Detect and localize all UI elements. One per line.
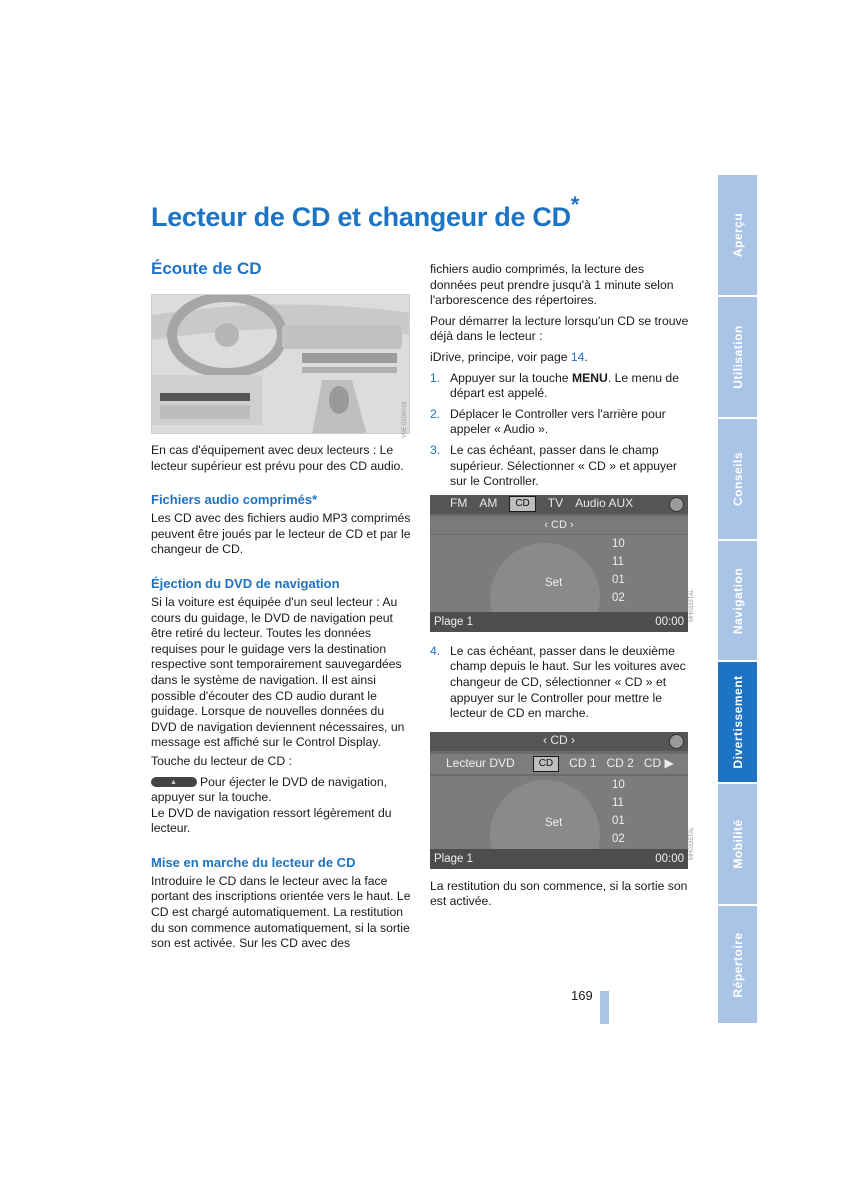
track-item: 10 <box>612 778 625 791</box>
step-4: 4. Le cas échéant, passer dans le deuxième champ depuis le haut. Sur les voitures avec changeur de CD, sélectionner « CD » et appuyer sur le Controller pour mettre le lecteur de CD en marche. <box>430 643 686 721</box>
fichiers-text: Les CD avec des fichiers audio MP3 comprimés peuvent être joués par le lecteur de CD et par le changeur de CD. <box>151 511 411 557</box>
audio-tabs <box>430 495 688 514</box>
page-title: Lecteur de CD et changeur de CD* <box>151 192 580 232</box>
touche-text: Touche du lecteur de CD : <box>151 753 292 768</box>
sidebar-item-apercu[interactable]: Aperçu <box>718 175 757 297</box>
chapter-sidebar <box>718 175 757 1025</box>
page-number: 169 <box>571 988 593 1003</box>
track-item: 02 <box>612 832 625 845</box>
sidebar-item-mobilite[interactable]: Mobilité <box>718 784 757 906</box>
cd-subbar: ‹ CD › <box>430 516 688 534</box>
page-marker <box>600 991 609 1024</box>
set-label: Set <box>545 816 563 829</box>
time-label: 00:00 <box>655 615 684 628</box>
sidebar-item-divertissement[interactable]: Divertissement <box>718 662 757 784</box>
step-2: 2. Déplacer le Controller vers l'arrière pour appeler « Audio ». <box>430 406 666 437</box>
control-display-screen-1 <box>430 495 688 632</box>
step-1: 1. Appuyer sur la touche MENU. Le menu de départ est appelé. <box>430 370 679 401</box>
track-label: Plage 1 <box>434 852 474 865</box>
screen2-code: MH0335TAL <box>689 826 695 860</box>
dashboard-photo <box>151 294 410 434</box>
eject-instruction: ▲Pour éjecter le DVD de navigation, appuyer sur la touche. <box>151 775 413 806</box>
page-link[interactable]: 14 <box>570 349 585 364</box>
sidebar-item-repertoire[interactable]: Répertoire <box>718 906 757 1025</box>
heading-ecoute: Écoute de CD <box>151 259 262 278</box>
option-asterisk: * <box>570 192 580 217</box>
track-item: 10 <box>612 537 625 550</box>
photo-code: V6E 0100018 <box>402 401 408 438</box>
tab-cd2: CD 2 <box>606 755 634 770</box>
restitution-text: La restitution du son commence, si la sortie son est activée. <box>430 878 688 909</box>
tab-tv: TV <box>547 496 564 511</box>
deux-lecteurs-text: En cas d'équipement avec deux lecteurs : Le lecteur supérieur est prévu pour des CD audio. <box>151 443 404 473</box>
track-item: 11 <box>612 555 624 568</box>
control-display-screen-2 <box>430 732 688 869</box>
tab-cd1: CD 1 <box>569 755 597 770</box>
screen-footer <box>430 612 688 632</box>
cd-topbar: ‹ CD › <box>430 732 688 751</box>
tab-audio-aux: Audio AUX <box>575 496 634 511</box>
sidebar-item-navigation[interactable]: Navigation <box>718 541 757 662</box>
sidebar-item-utilisation[interactable]: Utilisation <box>718 297 757 419</box>
source-tabs <box>430 754 688 774</box>
steps-list <box>430 371 692 490</box>
demarrer-text: Pour démarrer la lecture lorsqu'un CD se trouve déjà dans le lecteur : <box>430 313 689 344</box>
menu-key: MENU <box>571 370 608 385</box>
track-item: 11 <box>612 796 624 809</box>
continuation-text: fichiers audio comprimés, la lecture des données peut prendre jusqu'à 1 minute selon l'arborescence des répertoires. <box>430 262 674 308</box>
tab-lecteur-dvd: Lecteur DVD <box>446 755 515 770</box>
idrive-ref: iDrive, principe, voir page 14. <box>430 349 588 364</box>
tab-cd: CD <box>533 756 559 772</box>
dashboard-illustration <box>152 295 410 434</box>
track-item: 02 <box>612 591 625 604</box>
heading-fichiers: Fichiers audio comprimés* <box>151 492 318 508</box>
heading-mise-en-marche: Mise en marche du lecteur de CD <box>151 854 356 870</box>
right-column <box>430 262 692 910</box>
tab-am: AM <box>479 496 498 511</box>
track-label: Plage 1 <box>434 615 474 628</box>
eject-result: Le DVD de navigation ressort légèrement du lecteur. <box>151 805 392 836</box>
tab-cd: CD <box>509 496 535 512</box>
screen-footer <box>430 849 688 869</box>
tab-cd-next: CD ▶ <box>643 755 674 770</box>
track-item: 01 <box>612 814 625 827</box>
steps-list-2 <box>430 644 692 722</box>
left-column <box>151 258 413 952</box>
set-label: Set <box>545 576 563 589</box>
track-item: 01 <box>612 573 625 586</box>
tab-fm: FM <box>450 496 468 511</box>
controller-icon <box>669 734 684 749</box>
time-label: 00:00 <box>655 852 684 865</box>
sidebar-item-conseils[interactable]: Conseils <box>718 419 757 541</box>
heading-ejection: Éjection du DVD de navigation <box>151 575 340 591</box>
screen1-code: MH0335TAL <box>689 588 695 622</box>
ejection-text: Si la voiture est équipée d'un seul lecteur : Au cours du guidage, le DVD de navigation peut être retiré du lecteur. Toutes les données requises pour le guidage vers la destination respective sont temporairement sauvegardées dans le système de navigation. Il est ainsi possible d'écouter des CD audio durant le guidage. Lorsque de nouvelles données du DVD de navigation deviennent nécessaires, un message est affiché sur le Control Display. <box>151 594 405 750</box>
controller-icon <box>669 497 684 512</box>
eject-icon <box>151 777 197 787</box>
mise-text: Introduire le CD dans le lecteur avec la face portant des inscriptions orientée vers le haut. Le CD est chargé automatiquement. La restitution du son commence automatiquement, si la sortie son est activée. Sur les CD avec des <box>151 873 411 951</box>
step-3: 3. Le cas échéant, passer dans le champ supérieur. Sélectionner « CD » et appuyer sur le Controller. <box>430 442 677 489</box>
